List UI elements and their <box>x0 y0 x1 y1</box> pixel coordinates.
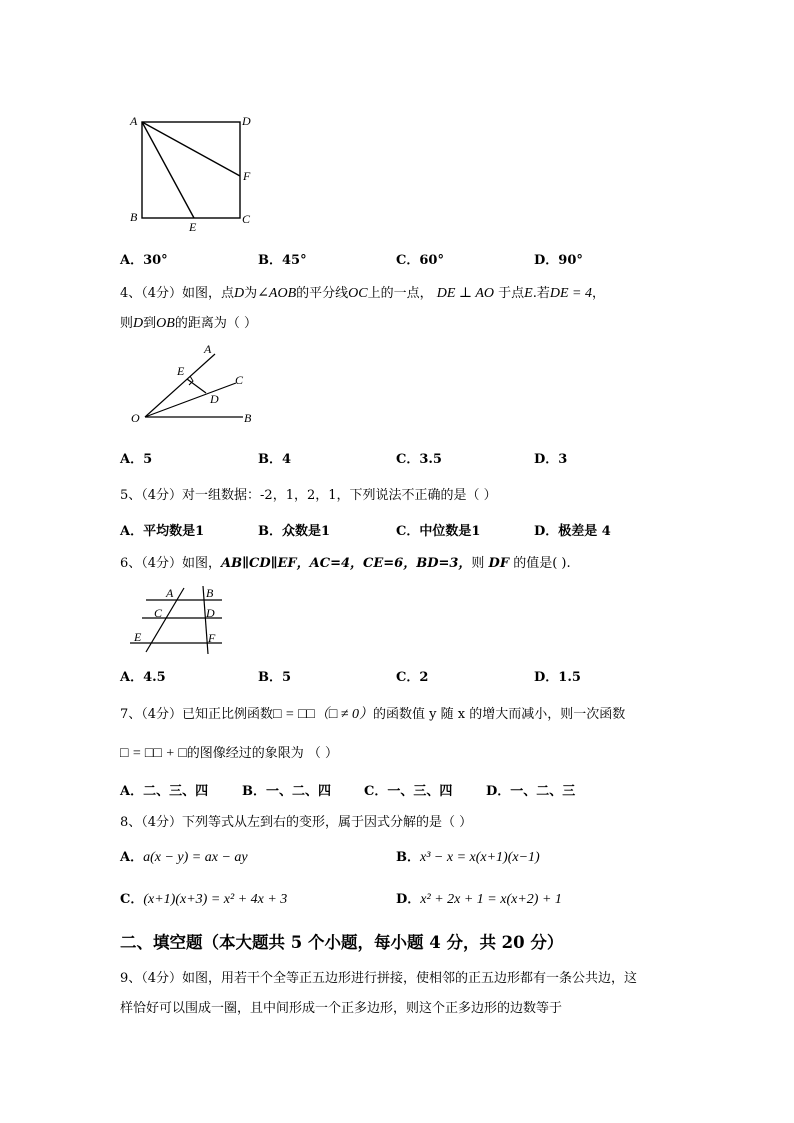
q8-option-c-label: C． <box>120 892 144 907</box>
q6-mid: 则 <box>471 556 489 571</box>
q4-var-d: D <box>234 286 245 301</box>
q4-de-perp-ao: DE ⊥ AO <box>436 286 495 301</box>
q4-prefix: 4、（4分）如图，点 <box>120 286 235 301</box>
fig3-label-d: D <box>242 114 251 128</box>
q9-line2: 样恰好可以围成一圈，且中间形成一个正多边形，则这个正多边形的边数等于 <box>120 1001 563 1016</box>
q4-oc: OC <box>348 286 368 301</box>
figure-square-abcd <box>120 108 270 236</box>
q8-option-a-expr: a(x − y) = ax − ay <box>143 850 248 865</box>
q4-option-a: A．5 <box>120 452 153 467</box>
q4-option-c: C．3.5 <box>396 452 442 467</box>
q7-func1: □ = □□（□ ≠ 0） <box>273 707 374 722</box>
q6-end: 的值是( ). <box>509 556 571 571</box>
fig4-label-a: A <box>204 342 212 356</box>
q3-option-c: C．60° <box>396 253 444 268</box>
q4-de-eq: DE = 4 <box>549 286 592 301</box>
q7-option-d: D．一、二、三 <box>486 784 576 799</box>
q6-option-b: B．5 <box>258 670 292 685</box>
q6-text <box>120 552 571 571</box>
q6-option-d: D．1.5 <box>534 670 581 685</box>
q4-mid6: 到 <box>143 316 157 331</box>
q6-option-c: C．2 <box>396 670 429 685</box>
fig6-label-e: E <box>134 630 142 644</box>
q7-prefix: 7、（4分）已知正比例函数 <box>120 707 274 722</box>
q3-option-a: A．30° <box>120 253 168 268</box>
q8-option-c <box>120 888 287 908</box>
q5-option-c: C．中位数是1 <box>396 524 481 539</box>
figure-parallel-lines <box>126 584 236 656</box>
fig3-label-b: B <box>130 210 138 224</box>
q4-angle-aob: ∠AOB <box>257 286 297 301</box>
fig6-label-c: C <box>154 606 163 620</box>
q4-var-e: E <box>524 286 533 301</box>
q8-option-a <box>120 846 248 866</box>
fig6-label-d: D <box>206 606 215 620</box>
q5-text: 5、（4分）对一组数据：-2，1，2，1，下列说法不正确的是（ ） <box>120 488 497 503</box>
q8-option-b-expr: x³ − x = x(x+1)(x−1) <box>420 850 540 865</box>
q4-ob: OB <box>156 316 175 331</box>
fig3-label-f: F <box>243 169 251 183</box>
fig6-label-f: F <box>208 631 216 645</box>
fig3-label-e: E <box>189 220 197 234</box>
q3-option-d: D．90° <box>534 253 583 268</box>
q7-line2 <box>120 742 338 762</box>
q4-line1 <box>120 282 605 302</box>
fig3-label-c: C <box>242 212 251 226</box>
q6-conditions: AB∥CD∥EF，AC=4，CE=6，BD=3， <box>221 556 472 571</box>
q8-option-b <box>396 846 540 866</box>
q8-option-d <box>396 888 562 908</box>
q9-line1: 9、（4分）如图，用若干个全等正五边形进行拼接，使相邻的正五边形都有一条公共边，这 <box>120 971 638 986</box>
q8-option-b-label: B． <box>396 850 420 865</box>
q4-mid4: 于点 <box>498 286 525 301</box>
q4-end2: 的距离为（ ） <box>174 316 257 331</box>
q8-text: 8、（4分）下列等式从左到右的变形，属于因式分解的是（ ） <box>120 815 473 830</box>
q4-var-d2: D <box>133 316 144 331</box>
q6-df: DF <box>488 556 510 571</box>
q7-line1 <box>120 703 625 723</box>
q4-line2 <box>120 312 257 332</box>
q7-option-b: B．一、二、四 <box>242 784 331 799</box>
q7-end2: 的图像经过的象限为 （ ） <box>186 746 338 761</box>
fig6-label-a: A <box>166 586 174 600</box>
q7-option-a: A．二、三、四 <box>120 784 209 799</box>
q3-option-b: B．45° <box>258 253 307 268</box>
fig4-label-c: C <box>235 373 244 387</box>
fig4-label-d: D <box>210 392 219 406</box>
section-title-fill-in: 二、填空题（本大题共 5 个小题，每小题 4 分，共 20 分） <box>120 933 564 952</box>
q7-func2: □ = □□ + □ <box>120 746 187 761</box>
fig4-label-o: O <box>131 411 140 425</box>
q4-option-b: B．4 <box>258 452 292 467</box>
q8-option-d-expr: x² + 2x + 1 = x(x+2) + 1 <box>420 892 562 907</box>
q4-mid3: 上的一点， <box>367 286 433 301</box>
q4-mid1: 为 <box>244 286 258 301</box>
q5-option-b: B．众数是1 <box>258 524 331 539</box>
q8-option-a-label: A． <box>120 850 144 865</box>
q5-option-d: D．极差是 4 <box>534 524 611 539</box>
fig3-label-a: A <box>130 114 138 128</box>
fig4-label-b: B <box>244 411 252 425</box>
q8-option-d-label: D． <box>396 892 421 907</box>
q4-mid2: 的平分线 <box>296 286 349 301</box>
q6-option-a: A．4.5 <box>120 670 166 685</box>
q6-prefix: 6、（4分）如图， <box>120 556 222 571</box>
q4-mid5: .若 <box>532 286 550 301</box>
q4-prefix2: 则 <box>120 316 134 331</box>
q4-end1: ， <box>591 286 605 301</box>
q7-end1: 的函数值 y 随 x 的增大而减小，则一次函数 <box>373 707 626 722</box>
q7-option-c: C．一、三、四 <box>364 784 453 799</box>
q5-option-a: A．平均数是1 <box>120 524 205 539</box>
fig6-label-b: B <box>206 586 214 600</box>
q4-option-d: D．3 <box>534 452 568 467</box>
figure-angle-bisector <box>126 340 266 430</box>
fig4-label-e: E <box>177 364 185 378</box>
q8-option-c-expr: (x+1)(x+3) = x² + 4x + 3 <box>143 892 288 907</box>
